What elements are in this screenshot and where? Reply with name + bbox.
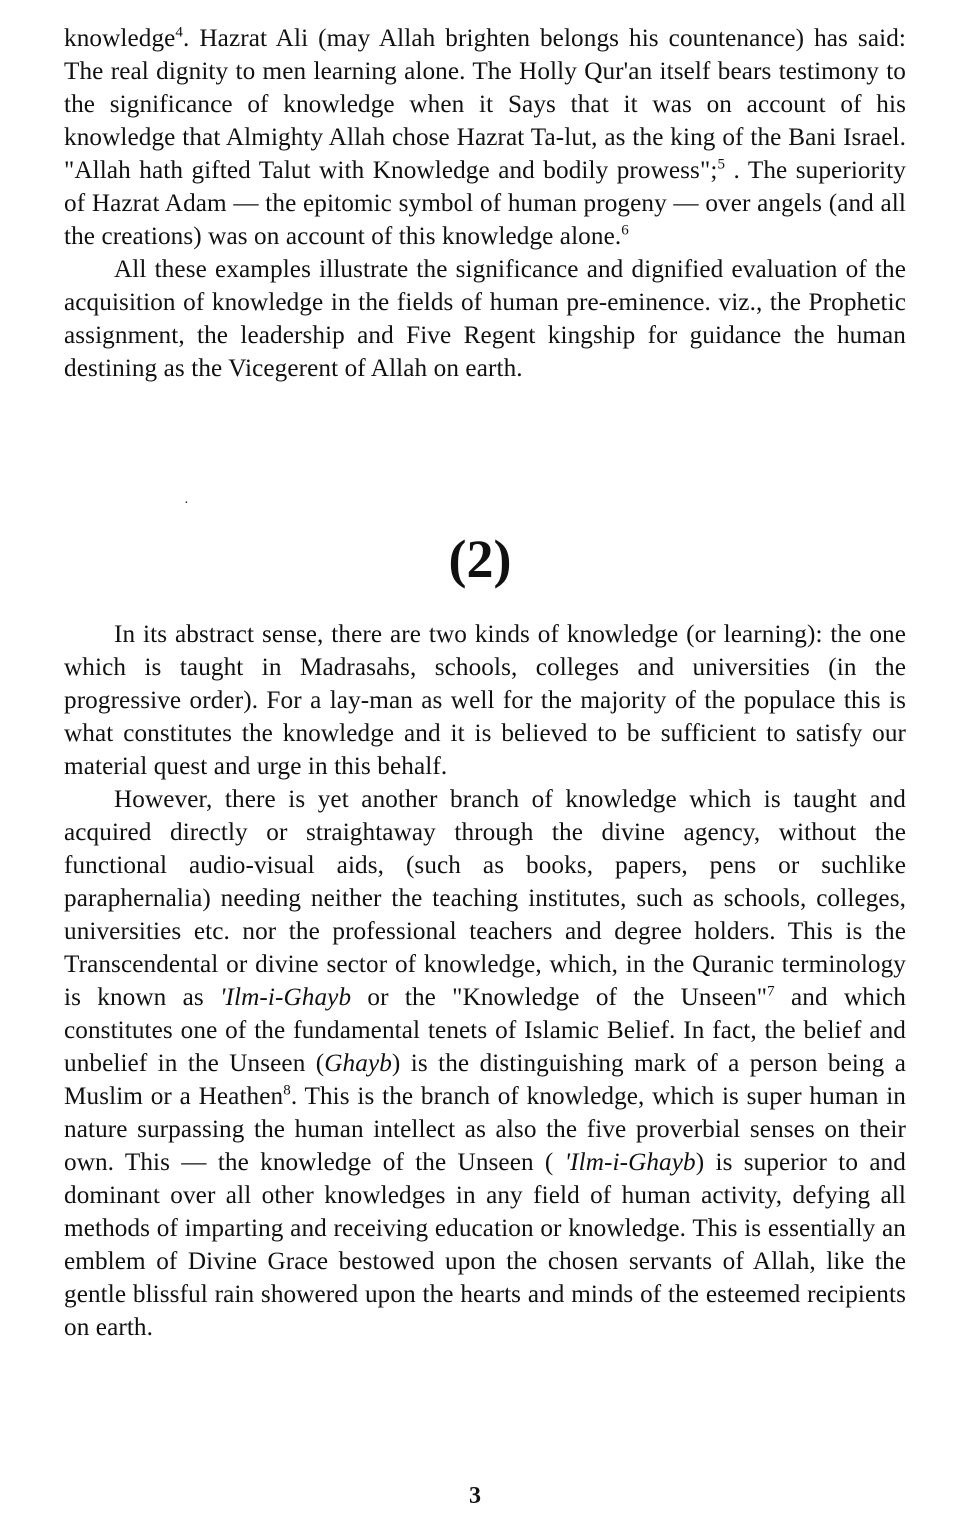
italic-term: 'Ilm-i-Ghayb	[220, 984, 352, 1011]
footnote-ref: 7	[767, 983, 775, 1000]
text-block-lower	[64, 618, 906, 1344]
text-run: In its abstract sense, there are two kinds of knowledge (or learning): the one which is taught in Madrasahs, schools, colleges and universities (in the progressive order). For a lay-man as well for the majority of the populace this is what constitutes the knowledge and it is believed to be sufficient to satisfy our material quest and urge in this behalf.	[64, 621, 906, 780]
footnote-ref: 8	[283, 1082, 291, 1099]
footnote-ref: 6	[621, 222, 629, 239]
paragraph-knowledge-dignity	[64, 22, 906, 253]
text-run: . The superiority of Hazrat Adam — the epitomic symbol of human progeny — over angels (and all the creations) was on account of this knowledge alone.	[64, 157, 906, 250]
text-run: All these examples illustrate the significance and dignified evaluation of the acquisition of knowledge in the fields of human pre-eminence. viz., the Prophetic assignment, the leadership and Five Regent kingship for guidance the human destining as the Vicegerent of Allah on earth.	[64, 256, 906, 382]
text-run: ) is superior to and dominant over all other knowledges in any field of human activity, defying all methods of imparting and receiving education or knowledge. This is essentially an emblem of Divine Grace bestowed upon the chosen servants of Allah, like the gentle blissful rain showered upon the hearts and minds of the esteemed recipients on earth.	[64, 1149, 906, 1341]
text-run: or the "Knowledge of the Unseen"	[351, 984, 768, 1011]
stray-mark: ·	[184, 496, 189, 511]
section-heading: (2)	[448, 529, 512, 589]
footnote-ref: 4	[175, 24, 184, 41]
text-run: knowledge	[64, 25, 176, 52]
text-run: and which constitutes one of the fundamental tenets of Islamic Belief. In fact, the belief and unbelief in the Unseen (	[64, 984, 906, 1077]
footnote-ref: 5	[717, 156, 726, 173]
italic-term: 'Ilm-i-Ghayb	[564, 1149, 696, 1176]
paragraph-examples	[64, 253, 906, 385]
italic-term: Ghayb	[324, 1050, 392, 1077]
paragraph-two-kinds	[64, 618, 906, 783]
text-block-upper	[64, 22, 906, 385]
text-run: . Hazrat Ali (may Allah brighten belongs his countenance) has said: The real dignity to men learning alone. The Holly Qur'an itself bears testimony to the significance of knowledge when it Says that it was on account of his knowledge that Almighty Allah chose Hazrat Ta-lut, as the king of the Bani Israel. "Allah hath gifted Talut with Knowledge and bodily prowess";	[64, 25, 906, 184]
text-run: . This is the branch of knowledge, which is super human in nature surpassing the human intellect as also the five proverbial senses on their own. This — the knowledge of the Unseen (	[64, 1083, 906, 1176]
paragraph-unseen-knowledge	[64, 783, 906, 1344]
text-run: ) is the distinguishing mark of a person being a Muslim or a Heathen	[64, 1050, 906, 1110]
page-number: 3	[469, 1483, 481, 1509]
text-run: However, there is yet another branch of knowledge which is taught and acquired directly or straightaway through the divine agency, without the functional audio-visual aids, (such as books, papers, pens or suchlike paraphernalia) needing neither the teaching institutes, such as schools, colleges, universities etc. nor the professional teachers and degree holders. This is the Transcendental or divine sector of knowledge, which, in the Quranic terminology is known as	[64, 786, 906, 1011]
